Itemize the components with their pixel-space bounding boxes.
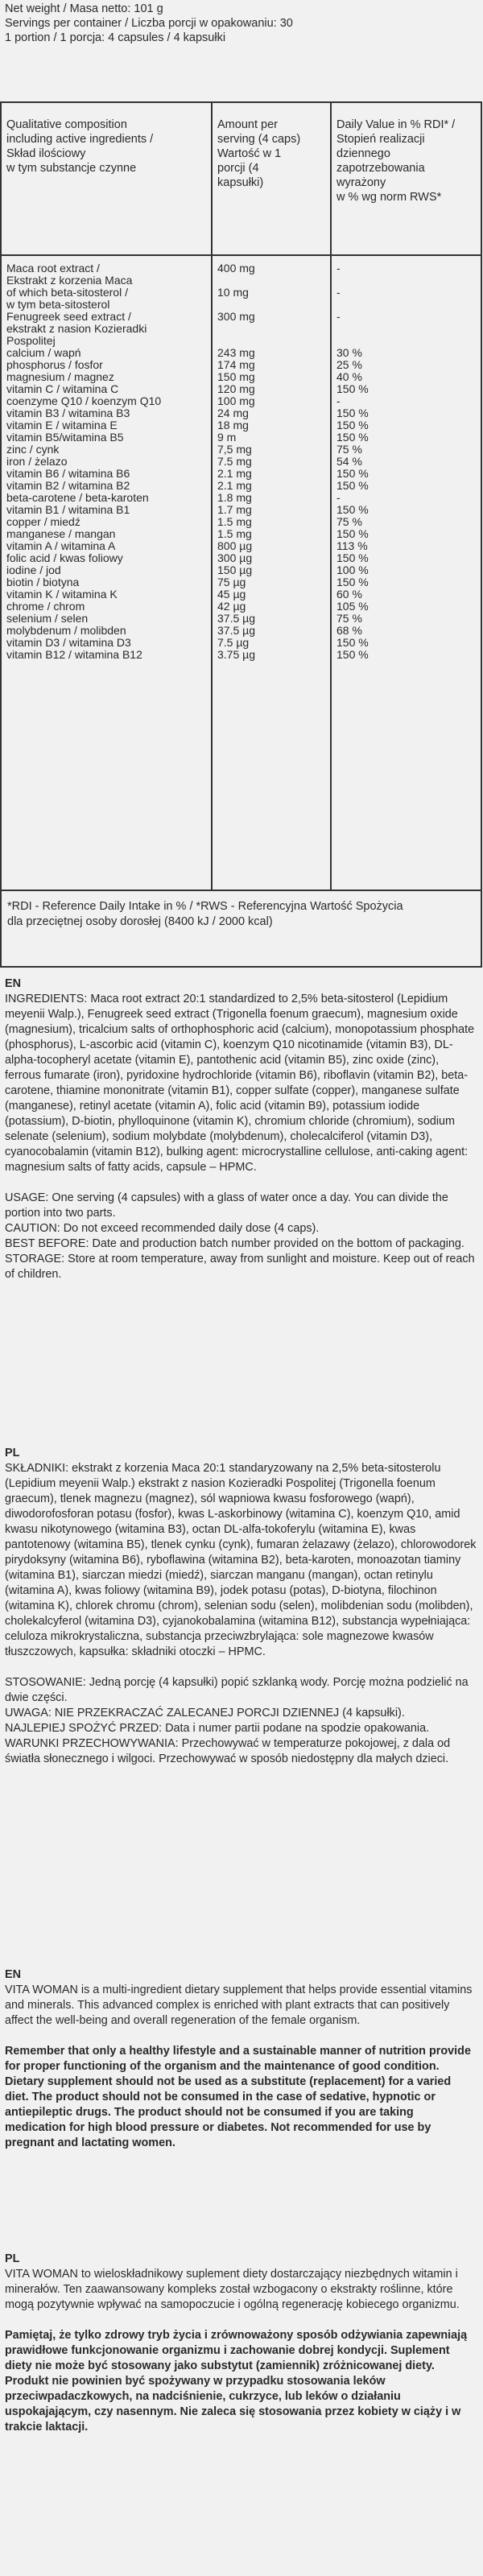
ingredient-name: vitamin B12 / witamina B12 [6,649,142,661]
ingredient-amount: 37.5 µg [217,613,255,625]
ingredient-daily-value: 150 % [336,480,369,492]
ingredients-en: INGREDIENTS: Maca root extract 20:1 standardized to 2,5% beta-sitosterol (Lepidium meyenii Walp.), Fenugreek seed extract (Trigonella foenum graecum), magnesium oxide (magnesium), tricalcium salts of orthophosphoric acid (calcium), monopotassium phosphate (phosphorus), L-ascorbic acid (vitamin C), koenzym Q10 nicotinamide (vitamin B3), DL-alpha-tocopheryl acetate (vitamin E), pantothenic acid (vitamin B5), zinc oxide (zinc), ferrous fumarate (iron), pyridoxine hydrochloride (vitamin B6), riboflavin (vitamin B2), beta-carotene, thiamine mononitrate (vitamin B1), copper sulfate (copper), manganese sulfate (manganese), retinyl acetate (vitamin A), folic acid (vitamin B9), potassium iodide (potassium), D-biotin, phylloquinone (vitamin K), chromium chloride (chromium), sodium selenate (selenium), sodium molybdate (molybdenum), cholecalciferol (vitamin D3), cyanocobalamin (vitamin B12), bulking agent: microcrystalline cellulose, anti-caking agent: magnesium salts of fatty acids, capsule – HPMC. [5,993,475,1174]
ingredient-name: of which beta-sitosterol / [6,287,128,299]
ingredient-name: w tym beta-sitosterol [6,299,110,311]
ingredient-name: chrome / chrom [6,601,85,613]
ingredient-daily-value: 150 % [336,649,369,661]
table-footnote [2,891,481,966]
ingredient-daily-value: 150 % [336,504,369,516]
ingredient-name: vitamin K / witamina K [6,588,118,601]
portion-size: 1 portion / 1 porcja: 4 capsules / 4 kapsułki [5,31,226,44]
description-pl: VITA WOMAN to wieloskładnikowy suplement diety dostarczający niezbędnych witamin i minerałów. Ten zaawansowany kompleks został wzbogacony o ekstrakty roślinne, które mogą pozytywnie wpływać na samopoczucie i ogólną regenerację kobiecego organizmu. [5,2268,460,2311]
warning-pl: Pamiętaj, że tylko zdrowy tryb życia i zrównoważony sposób odżywiania zapewniają prawidłowe funkcjonowanie organizmu i zachowanie dobrej kondycji. Suplement diety nie może być stosowany jako substytut (zamiennik) zróżnicowanej diety. Produkt nie powinien być spożywany w przypadku stosowania leków przeciwpadaczkowych, na nadciśnienie, cukrzyce, lub leków o działaniu uspokajającym, czy nasennym. Nie zaleca się stosowania przez kobiety w ciąży i w trakcie laktacji. [5,2329,468,2434]
storage-en: STORAGE: Store at room temperature, away from sunlight and moisture. Keep out of reach of children. [5,1253,475,1281]
ingredient-name: Maca root extract / [6,262,100,275]
header-line: Wartość w 1 [217,147,282,160]
ingredient-amount: 1.5 mg [217,516,252,528]
ingredient-daily-value: 105 % [336,601,369,613]
ingredient-daily-value: 100 % [336,564,369,576]
ingredients-pl: SKŁADNIKI: ekstrakt z korzenia Maca 20:1 standaryzowany na 2,5% beta-sitosterolu (Lepidium meyenii Walp.) ekstrakt z nasion Kozieradki Pospolitej (Trigonella foenum graecum), tlenek magnezu (magnez), sól wapniowa kwasu fosforowego (wapń), diwodorofosforan potasu (fosfor), kwas L-askorbinowy (witamina C), koenzym Q10, amid kwasu nikotynowego (witamina B3), octan DL-alfa-tokoferylu (witamina E), kwas pantotenowy (witamina B5), tlenek cynku (cynk), fumaran żelazawy (żelazo), chlorowodorek pirydoksyny (witamina B6), ryboflawina (witamina B2), beta-karoten, monoazotan tiaminy (witamina B1), siarczan miedzi (miedź), siarczan manganu (mangan), octan retinylu (witamina A), kwas foliowy (witamina B9), jodek potasu (potas), D-biotyna, filochinon (witamina K), chlorek chromu (chrom), selenian sodu (selen), molibdenian sodu (molibden), cholekalcyferol (witamina D3), cyjanokobalamina (witamina B12), substancja wypełniająca: celuloza mikrokrystaliczna, substancja przeciwzbrylająca: sole magnezowe kwasów tłuszczowych, kapsułka: składniki otoczki – HPMC. [5,1462,477,1658]
caution-pl: UWAGA: NIE PRZEKRACZAĆ ZALECANEJ PORCJI DZIENNEJ (4 kapsułki). [5,1707,405,1719]
ingredient-name: phosphorus / fosfor [6,359,103,371]
ingredient-amount: 1.5 mg [217,528,252,540]
ingredient-amount: 100 mg [217,395,255,407]
ingredient-amount [217,323,325,335]
ingredient-daily-value [336,323,476,335]
header-line: w tym substancje czynne [6,162,137,175]
supplement-facts-table [0,101,482,968]
ingredient-amount: 18 mg [217,419,249,431]
ingredient-name: vitamin D3 / witamina D3 [6,637,131,649]
ingredient-name: vitamin B2 / witamina B2 [6,480,130,492]
ingredient-amount [217,299,325,311]
usage-en: USAGE: One serving (4 capsules) with a glass of water once a day. You can divide the portion into two parts. [5,1191,448,1220]
english-directions-section [5,976,477,1282]
section-heading-en-2: EN [5,1968,21,1981]
ingredient-amount: 7.5 µg [217,637,250,649]
ingredient-daily-value: 54 % [336,456,362,468]
ingredient-name: Ekstrakt z korzenia Maca [6,275,133,287]
ingredient-daily-value: 150 % [336,431,369,444]
ingredient-daily-value: 113 % [336,540,368,552]
ingredient-amount: 300 mg [217,311,255,323]
footnote-line-2: dla przeciętnej osoby dorosłej (8400 kJ / 2000 kcal) [7,915,273,928]
ingredient-amount: 174 mg [217,359,255,371]
ingredient-daily-value: - [336,287,341,299]
ingredient-name: vitamin B1 / witamina B1 [6,504,130,516]
header-line: including active ingredients / [6,133,154,146]
ingredient-name: iron / żelazo [6,456,68,468]
ingredient-amount: 400 mg [217,262,255,275]
ingredient-daily-value: 75 % [336,444,362,456]
ingredient-name: vitamin E / witamina E [6,419,118,431]
ingredient-daily-value: 75 % [336,516,362,528]
ingredient-name: copper / miedź [6,516,80,528]
ingredient-daily-value: - [336,311,341,323]
caution-en: CAUTION: Do not exceed recommended daily dose (4 caps). [5,1222,320,1235]
ingredient-amount: 45 µg [217,588,246,601]
ingredient-name: iodine / jod [6,564,61,576]
column-ingredient-names [2,256,213,890]
header-line: Amount per [217,118,278,131]
ingredient-name: selenium / selen [6,613,89,625]
ingredient-name: calcium / wapń [6,347,81,359]
english-description-section [5,1967,477,2151]
ingredient-daily-value: 150 % [336,468,369,480]
ingredient-amount: 75 µg [217,576,246,588]
ingredient-daily-value: - [336,492,341,504]
ingredient-name: vitamin A / witamina A [6,540,116,552]
ingredient-name: magnesium / magnez [6,371,114,383]
ingredient-name: manganese / mangan [6,528,116,540]
header-line: Qualitative composition [6,118,127,131]
section-heading-pl: PL [5,1447,20,1459]
header-line: w % wg norm RWS* [336,191,442,204]
ingredient-amount: 2.1 mg [217,468,252,480]
ingredient-daily-value: 150 % [336,528,369,540]
best-before-pl: NAJLEPIEJ SPOŻYĆ PRZED: Data i numer partii podane na spodzie opakowania. [5,1722,430,1735]
ingredient-daily-value: 150 % [336,637,369,649]
ingredient-daily-value [336,275,476,287]
ingredient-amount: 42 µg [217,601,246,613]
polish-description-section [5,2252,477,2435]
ingredient-name: folic acid / kwas foliowy [6,552,123,564]
header-line: zapotrzebowania [336,162,425,175]
header-line: serving (4 caps) [217,133,301,146]
ingredient-daily-value: 150 % [336,419,369,431]
ingredient-daily-value: 40 % [336,371,362,383]
ingredient-daily-value [336,299,476,311]
ingredient-amount: 7.5 mg [217,456,252,468]
ingredient-name: molybdenum / molibden [6,625,126,637]
footnote-line-1: *RDI - Reference Daily Intake in % / *RWS - Referencyjna Wartość Spożycia [7,900,403,913]
section-heading-en: EN [5,977,21,990]
ingredient-amount: 3.75 µg [217,649,255,661]
ingredient-name: biotin / biotyna [6,576,80,588]
ingredient-name: coenzyme Q10 / koenzym Q10 [6,395,162,407]
ingredient-daily-value: 75 % [336,613,362,625]
ingredient-amount: 150 mg [217,371,255,383]
net-weight: Net weight / Masa netto: 101 g [5,2,163,15]
table-body [2,256,481,891]
ingredient-amount: 800 µg [217,540,253,552]
ingredient-amount: 37.5 µg [217,625,255,637]
header-line: Daily Value in % RDI* / [336,118,456,131]
ingredient-daily-value: - [336,262,341,275]
ingredient-name: Pospolitej [6,335,56,347]
usage-pl: STOSOWANIE: Jedną porcję (4 kapsułki) popić szklanką wody. Porcję można podzielić na dwie części. [5,1676,469,1704]
best-before-en: BEST BEFORE: Date and production batch number provided on the bottom of packaging. [5,1237,464,1250]
column-daily-values [332,256,481,890]
polish-directions-section [5,1446,477,1767]
column-amounts [213,256,332,890]
ingredient-daily-value: - [336,395,341,407]
header-daily-value [332,103,481,254]
description-en: VITA WOMAN is a multi-ingredient dietary supplement that helps provide essential vitamins and minerals. This advanced complex is enriched with plant extracts that can positively affect the well-being and overall regeneration of the female organism. [5,1984,473,2027]
table-header [2,103,481,256]
ingredient-name: zinc / cynk [6,444,60,456]
header-composition [2,103,213,254]
ingredient-amount: 24 mg [217,407,249,419]
ingredient-amount: 1.7 mg [217,504,252,516]
ingredient-daily-value: 150 % [336,407,369,419]
ingredient-name: vitamin C / witamina C [6,383,119,395]
ingredient-name: vitamin B6 / witamina B6 [6,468,130,480]
section-heading-pl-2: PL [5,2252,20,2265]
header-amount [213,103,332,254]
ingredient-daily-value: 68 % [336,625,362,637]
ingredient-name: Fenugreek seed extract / [6,311,131,323]
ingredient-daily-value: 30 % [336,347,362,359]
ingredient-name: vitamin B5/witamina B5 [6,431,124,444]
ingredient-daily-value: 60 % [336,588,362,601]
ingredient-name: vitamin B3 / witamina B3 [6,407,130,419]
ingredient-amount: 150 µg [217,564,253,576]
header-line: porcji (4 [217,162,259,175]
storage-pl: WARUNKI PRZECHOWYWANIA: Przechowywać w temperaturze pokojowej, z dala od światła słonecznego i wilgoci. Przechowywać w sposób niedostępny dla małych dzieci. [5,1737,451,1765]
package-info [5,2,480,45]
ingredient-daily-value: 25 % [336,359,362,371]
ingredient-amount: 9 m [217,431,237,444]
ingredient-daily-value [336,335,476,347]
ingredient-amount: 120 mg [217,383,255,395]
servings-per-container: Servings per container / Liczba porcji w opakowaniu: 30 [5,17,293,30]
ingredient-amount: 7,5 mg [217,444,252,456]
ingredient-daily-value: 150 % [336,576,369,588]
ingredient-amount: 10 mg [217,287,249,299]
ingredient-amount: 1.8 mg [217,492,252,504]
ingredient-amount: 300 µg [217,552,253,564]
ingredient-amount: 2.1 mg [217,480,252,492]
header-line: Stopień realizacji [336,133,425,146]
ingredient-amount: 243 mg [217,347,255,359]
ingredient-amount [217,335,325,347]
ingredient-name: ekstrakt z nasion Kozieradki [6,323,147,335]
ingredient-name: beta-carotene / beta-karoten [6,492,149,504]
header-line: Skład ilościowy [6,147,86,160]
header-line: dziennego [336,147,390,160]
header-line: wyrażony [336,176,386,189]
warning-en: Remember that only a healthy lifestyle and a sustainable manner of nutrition provide for proper functioning of the organism and the maintenance of good condition. Dietary supplement should not be used as a substitute (replacement) for a varied diet. The product should not be consumed in the case of sedative, hypnotic or antiepileptic drugs. The product should not be consumed if you are taking medication for high blood pressure or diabetes. Not recommended for use by pregnant and lactating women. [5,2045,471,2149]
ingredient-daily-value: 150 % [336,383,369,395]
ingredient-amount [217,275,325,287]
header-line: kapsułki) [217,176,264,189]
ingredient-daily-value: 150 % [336,552,369,564]
